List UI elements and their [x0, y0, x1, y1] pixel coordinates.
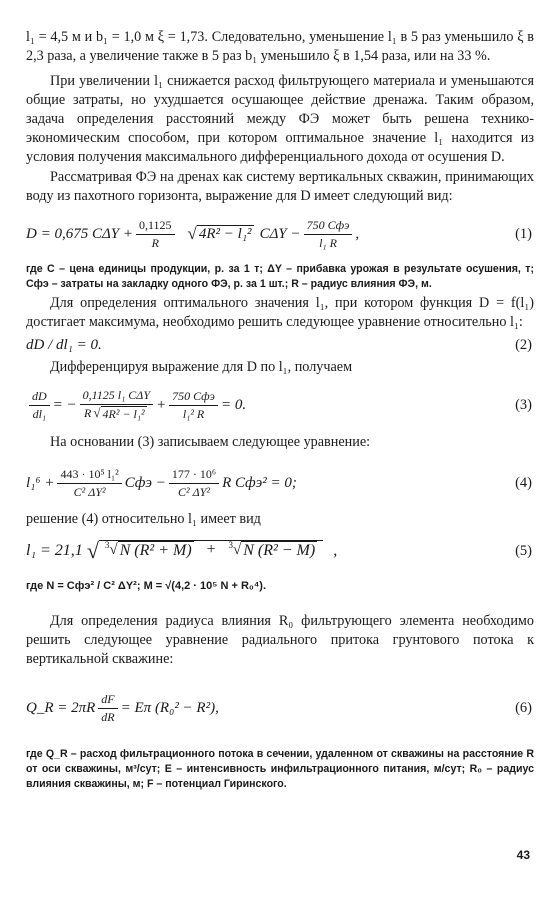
eq3-f3-bottom: l₁² R [182, 406, 205, 421]
eq6-fraction [98, 692, 117, 725]
eq3-f2-bottom: R √ 4R² − l₁² [84, 405, 145, 421]
page-number: 43 [516, 848, 530, 862]
paragraph-2: При увеличении l₁ снижается расход фильтрующего материала и уменьшаются общие затраты, но ухудшается осушающее действие дренажа. Таким образом, задача определения расстояний между ФЭ может быть решена технико-экономическим способом, при котором оптимальное значение l₁ находится из условия получения максимального дифференциального дохода от осушения D. [26, 73, 534, 165]
eq5-tail: , [333, 542, 338, 559]
eq5-outer-radical: √ $^3$√ N (R² + M) + $^3$√ N (R² − M) [87, 540, 323, 562]
eq3-f2-top: 0,1125 l₁ CΔY [80, 388, 153, 405]
eq5-root2: N (R² − M) [243, 542, 316, 559]
eq3-fraction-2 [80, 388, 153, 422]
eq3-f2-radicand: 4R² − l₁² [102, 407, 145, 421]
eq4-tail: R Cфэ² = 0; [222, 474, 297, 491]
eq5-outer-radicand [99, 540, 323, 562]
note-2: где N = Cфэ² / C² ΔY²; M = √(4,2 · 10⁵ N + R₀⁴). [26, 580, 267, 592]
paragraph-1: l₁ = 4,5 м и b₁ = 1,0 м ξ = 1,73. Следовательно, уменьшение l₁ в 5 раз уменьшило ξ в 2,3 раза, а увеличение также в 5 раз b₁ уменьшило ξ в 1,54 раза, или на 33 %. [26, 29, 534, 64]
eq2-text: dD / dl₁ = 0. [26, 336, 102, 353]
eq1-radicand: 4R² − l₁² [198, 226, 252, 242]
eq4-mid: Cфэ − [124, 474, 166, 491]
equation-3 [26, 381, 534, 429]
eq6-frac-bottom: dR [101, 709, 115, 724]
equation-6 [26, 683, 534, 733]
eq3-f3-top: 750 Cфэ [169, 389, 218, 406]
eq5-number: (5) [515, 542, 532, 559]
eq5-root1: N (R² + M) [119, 542, 192, 559]
equation-4 [26, 458, 534, 508]
eq4-lead: l₁⁶ + [26, 474, 55, 491]
eq6-tail: = Eπ (R₀² − R²), [120, 699, 219, 716]
eq1-lhs: D = 0,675 CΔY + [26, 225, 133, 242]
paragraph-3: Рассматривая ФЭ на дренах как систему вертикальных скважин, принимающих воду из пахотного горизонта, выражение для D имеет следующий вид: [26, 169, 534, 204]
eq6-number: (6) [515, 699, 532, 716]
eq3-tail: = 0. [220, 396, 247, 413]
eq4-f2-bottom: C² ΔY² [178, 484, 210, 499]
eq4-fraction-1 [57, 467, 121, 500]
eq3-fraction-1 [29, 389, 50, 422]
eq1-tail: , [355, 225, 360, 242]
eq3-fraction-3 [169, 389, 218, 422]
paragraph-7: решение (4) относительно l₁ имеет вид [26, 511, 261, 527]
paragraph-8: Для определения радиуса влияния R₀ фильтрующего элемента необходимо решить следующее уравнение радиального притока грунтового потока к вертикальной скважине: [26, 613, 534, 667]
eq1-mid: CΔY − [259, 225, 301, 242]
eq5-cube-root-1: $^3$√ N (R² + M) [104, 540, 192, 559]
equation-1 [26, 212, 534, 256]
eq1-number: (1) [515, 225, 532, 242]
eq4-f1-top: 443 · 10⁵ l₁² [57, 467, 121, 484]
eq6-frac-top: dF [98, 692, 117, 709]
eq4-f1-bottom: C² ΔY² [73, 484, 106, 499]
eq4-fraction-2 [169, 467, 219, 500]
equation-5 [26, 531, 534, 571]
eq3-f2-bottom-r: R [84, 406, 92, 420]
eq2-number: (2) [515, 336, 532, 353]
eq1-frac-top: 0,1125 [136, 218, 175, 235]
note-1: где C – цена единицы продукции, р. за 1 т; ΔY – прибавка урожая в результате осушения, т; Cфэ – затраты на закладку одного ФЭ, р. за 1 шт.; R – радиус влияния ФЭ, м. [26, 263, 534, 290]
paragraph-6: На основании (3) записываем следующее уравнение: [50, 434, 371, 450]
eq5-lead: l₁ = 21,1 [26, 542, 83, 559]
eq1-radical: √ 4R² − l₁² [187, 224, 252, 243]
eq1-fraction [136, 218, 175, 251]
eq3-number: (3) [515, 396, 532, 413]
eq3-f1-bottom: dl₁ [32, 406, 47, 421]
note-3: где Q_R – расход фильтрационного потока в сечении, удаленном от скважины на расстояние R от оси скважины, м³/сут; E – интенсивность инфильтрационного питания, м/сут; R₀ – радиус влияния скважины, м; F – потенциал Гиринского. [26, 748, 534, 790]
eq1-fraction-2 [304, 218, 353, 251]
eq1-frac-bottom: R [151, 235, 159, 250]
eq3-eq: = − [52, 396, 77, 413]
paragraph-5: Дифференцируя выражение для D по l₁, получаем [50, 359, 353, 375]
equation-2 [26, 334, 534, 356]
eq3-plus: + [156, 396, 167, 413]
paragraph-4: Для определения оптимального значения l₁, при котором функция D = f(l₁) достигает максимума, необходимо решить следующее уравнение относительно l₁: [26, 295, 534, 330]
eq4-number: (4) [515, 474, 532, 491]
eq1-frac2-top: 750 Cфэ [304, 218, 353, 235]
eq4-f2-top: 177 · 10⁶ [169, 467, 219, 484]
eq6-lead: Q_R = 2πR [26, 699, 96, 716]
eq1-frac2-bottom: l₁ R [319, 235, 337, 250]
eq3-f1-top: dD [29, 389, 50, 406]
eq5-cube-root-2: $^3$√ N (R² − M) [228, 540, 316, 559]
eq5-plus: + [205, 541, 217, 558]
